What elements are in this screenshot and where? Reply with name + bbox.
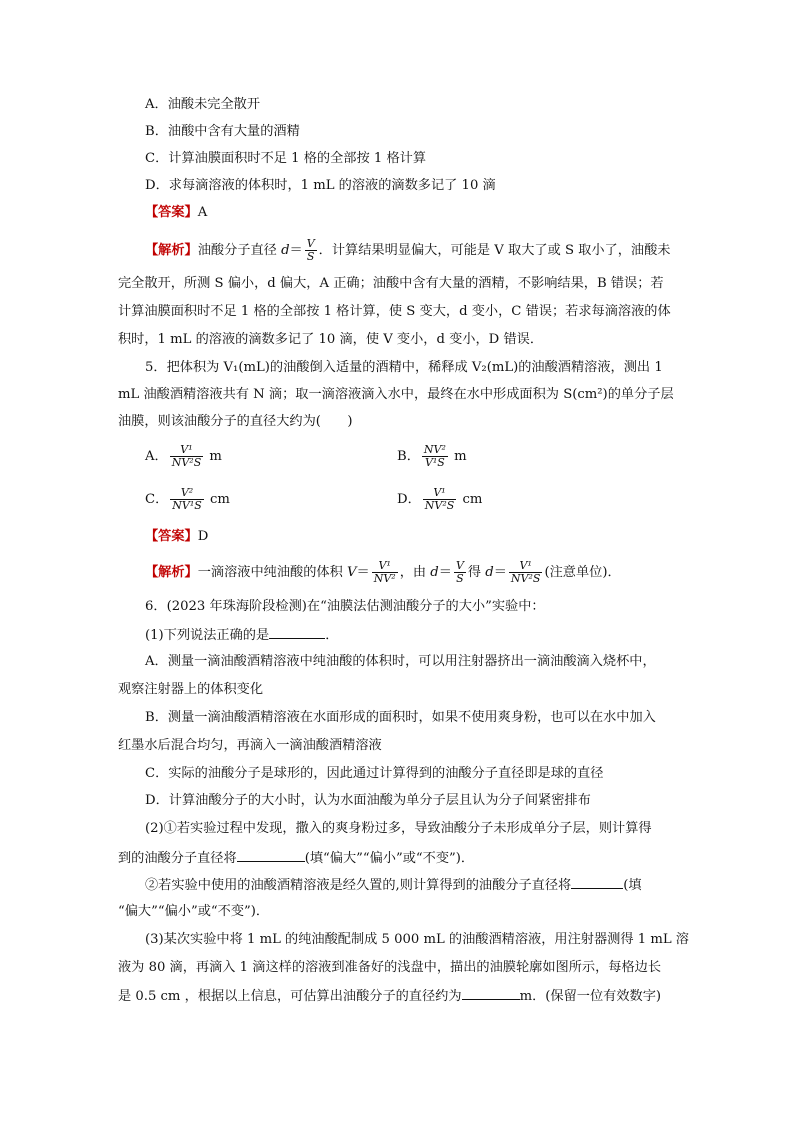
q6-part-3-line-1: (3)某次实验中将 1 mL 的纯油酸配制成 5 000 mL 的油酸酒精溶液，用注射器测得 1 mL 溶 [145,932,689,947]
answer-tag: 【答案】 [145,205,198,220]
answer-value: D [197,529,209,544]
q4-explanation-line-1 [145,238,671,263]
q5-option-a: A． $\frac{\text{V¹}}{\text{NV²S}}$ m [145,443,222,469]
option-fraction: $\frac{\text{V¹}}{\text{NV²S}}$ [171,443,202,469]
q6-option-a-line-2: 观察注射器上的体积变化 [118,682,264,697]
q5-option-b: B． $\frac{\text{NV²}}{\text{V¹S}}$ m [397,443,467,469]
answer-blank[interactable] [462,987,520,1000]
option-fraction: $\frac{\text{NV²}}{\text{V¹S}}$ [423,443,446,469]
q5-stem-line-1: 5．把体积为 V₁(mL)的油酸倒入适量的酒精中，稀释成 V₂(mL)的油酸酒精溶液，测出 1 [145,360,663,375]
q6-stem: 6．(2023 年珠海阶段检测)在“油膜法估测油酸分子的大小”实验中： [145,599,545,614]
option-fraction: $\frac{\text{V²}}{\text{NV¹S}}$ [172,486,202,512]
answer-value: A [197,205,208,220]
q4-option-c: C．计算油膜面积时不足 1 格的全部按 1 格计算 [145,151,427,166]
option-fraction: $\frac{\text{V¹}}{\text{NV²S}}$ [424,486,455,512]
q6-option-a-line-1: A．测量一滴油酸酒精溶液中纯油酸的体积时，可以用注射器挤出一滴油酸滴入烧杯中， [145,654,656,669]
formula-fraction: $\frac{V}{S}$ [455,559,464,585]
formula-equals: ＝ [289,243,303,258]
q6-option-b-line-1: B．测量一滴油酸酒精溶液在水面形成的面积时，如果不使用爽身粉，也可以在水中加入 [145,710,656,725]
q6-option-b-line-2: 红墨水后混合均匀，再滴入一滴油酸酒精溶液 [118,738,382,753]
q4-option-d: D．求每滴溶液的体积时，1 mL 的溶液的滴数多记了 10 滴 [145,178,496,193]
q4-explanation-line-4: 积时，1 mL 的溶液的滴数多记了 10 滴，使 V 变小，d 变小，D 错误． [118,332,544,347]
q6-part-3-line-3: 是 0.5 cm ，根据以上信息，可估算出油酸分子的直径约为 m．(保留一位有效数字) [118,989,662,1004]
explanation-text: 油酸分子直径 [197,243,282,258]
formula-fraction: $\frac{V}{S}$ [306,237,315,263]
answer-blank[interactable] [237,849,305,862]
q6-part-2b-line-2: “偏大”“偏小”或“不变”)． [118,904,270,919]
formula-variable: d [281,243,290,258]
explanation-tag: 【解析】 [145,565,198,580]
q5-answer [145,529,208,545]
formula-fraction: $\frac{\text{V¹}}{\text{NV²}}$ [373,559,396,585]
explanation-tag: 【解析】 [145,243,198,258]
q6-option-c: C．实际的油酸分子是球形的，因此通过计算得到的油酸分子直径即是球的直径 [145,766,604,781]
q5-stem-line-3: 油膜，则该油酸分子的直径大约为( ) [118,414,353,429]
q6-part-3-line-2: 液为 80 滴，再滴入 1 滴这样的溶液到准备好的浅盘中，描出的油膜轮廓如图所示，每格边长 [118,960,662,975]
q5-stem-line-2: mL 油酸酒精溶液共有 N 滴；取一滴溶液滴入水中，最终在水中形成面积为 S(cm²)的单分子层 [118,387,674,402]
answer-blank[interactable] [571,876,623,889]
q6-part-2b-line-1: ②若实验中使用的油酸酒精溶液是经久置的,则计算得到的油酸分子直径将 (填 [145,878,642,893]
q5-explanation: 【解析】一滴溶液中纯油酸的体积 V＝ $\frac{\text{V¹}}{\text{NV²}}$ ，由 d＝ $\frac{V}{S}$ 得 d＝ $\frac{\text{V¹}}{\text{NV²S}}$ (注意单位)． [145,559,621,585]
q4-explanation-line-3: 计算油膜面积时不足 1 格的全部按 1 格计算，使 S 变大，d 变小，C 错误；若求每滴溶液的体 [118,304,671,319]
answer-blank[interactable] [269,626,325,639]
q4-answer [145,205,207,221]
q6-part-1: (1)下列说法正确的是 ． [145,628,339,643]
q5-option-d: D． $\frac{\text{V¹}}{\text{NV²S}}$ cm [397,486,483,512]
q4-option-a: A．油酸未完全散开 [145,97,261,112]
q6-part-2-line-2: 到的油酸分子直径将 (填“偏大”“偏小”或“不变”)． [118,851,475,866]
q6-part-2-line-1: (2)①若实验过程中发现，撒入的爽身粉过多，导致油酸分子未形成单分子层，则计算得 [145,821,652,836]
answer-tag: 【答案】 [145,529,198,544]
q6-option-d: D．计算油酸分子的大小时，认为水面油酸为单分子层且认为分子间紧密排布 [145,793,591,808]
q5-option-c: C． $\frac{\text{V²}}{\text{NV¹S}}$ cm [145,486,230,512]
formula-fraction: $\frac{\text{V¹}}{\text{NV²S}}$ [510,559,541,585]
explanation-text: ．计算结果明显偏大，可能是 V 取大了或 S 取小了，油酸未 [318,243,671,258]
q4-explanation-line-2: 完全散开，所测 S 偏小，d 偏大，A 正确；油酸中含有大量的酒精，不影响结果，B 错误；若 [118,276,664,291]
q4-option-b: B．油酸中含有大量的酒精 [145,124,300,139]
